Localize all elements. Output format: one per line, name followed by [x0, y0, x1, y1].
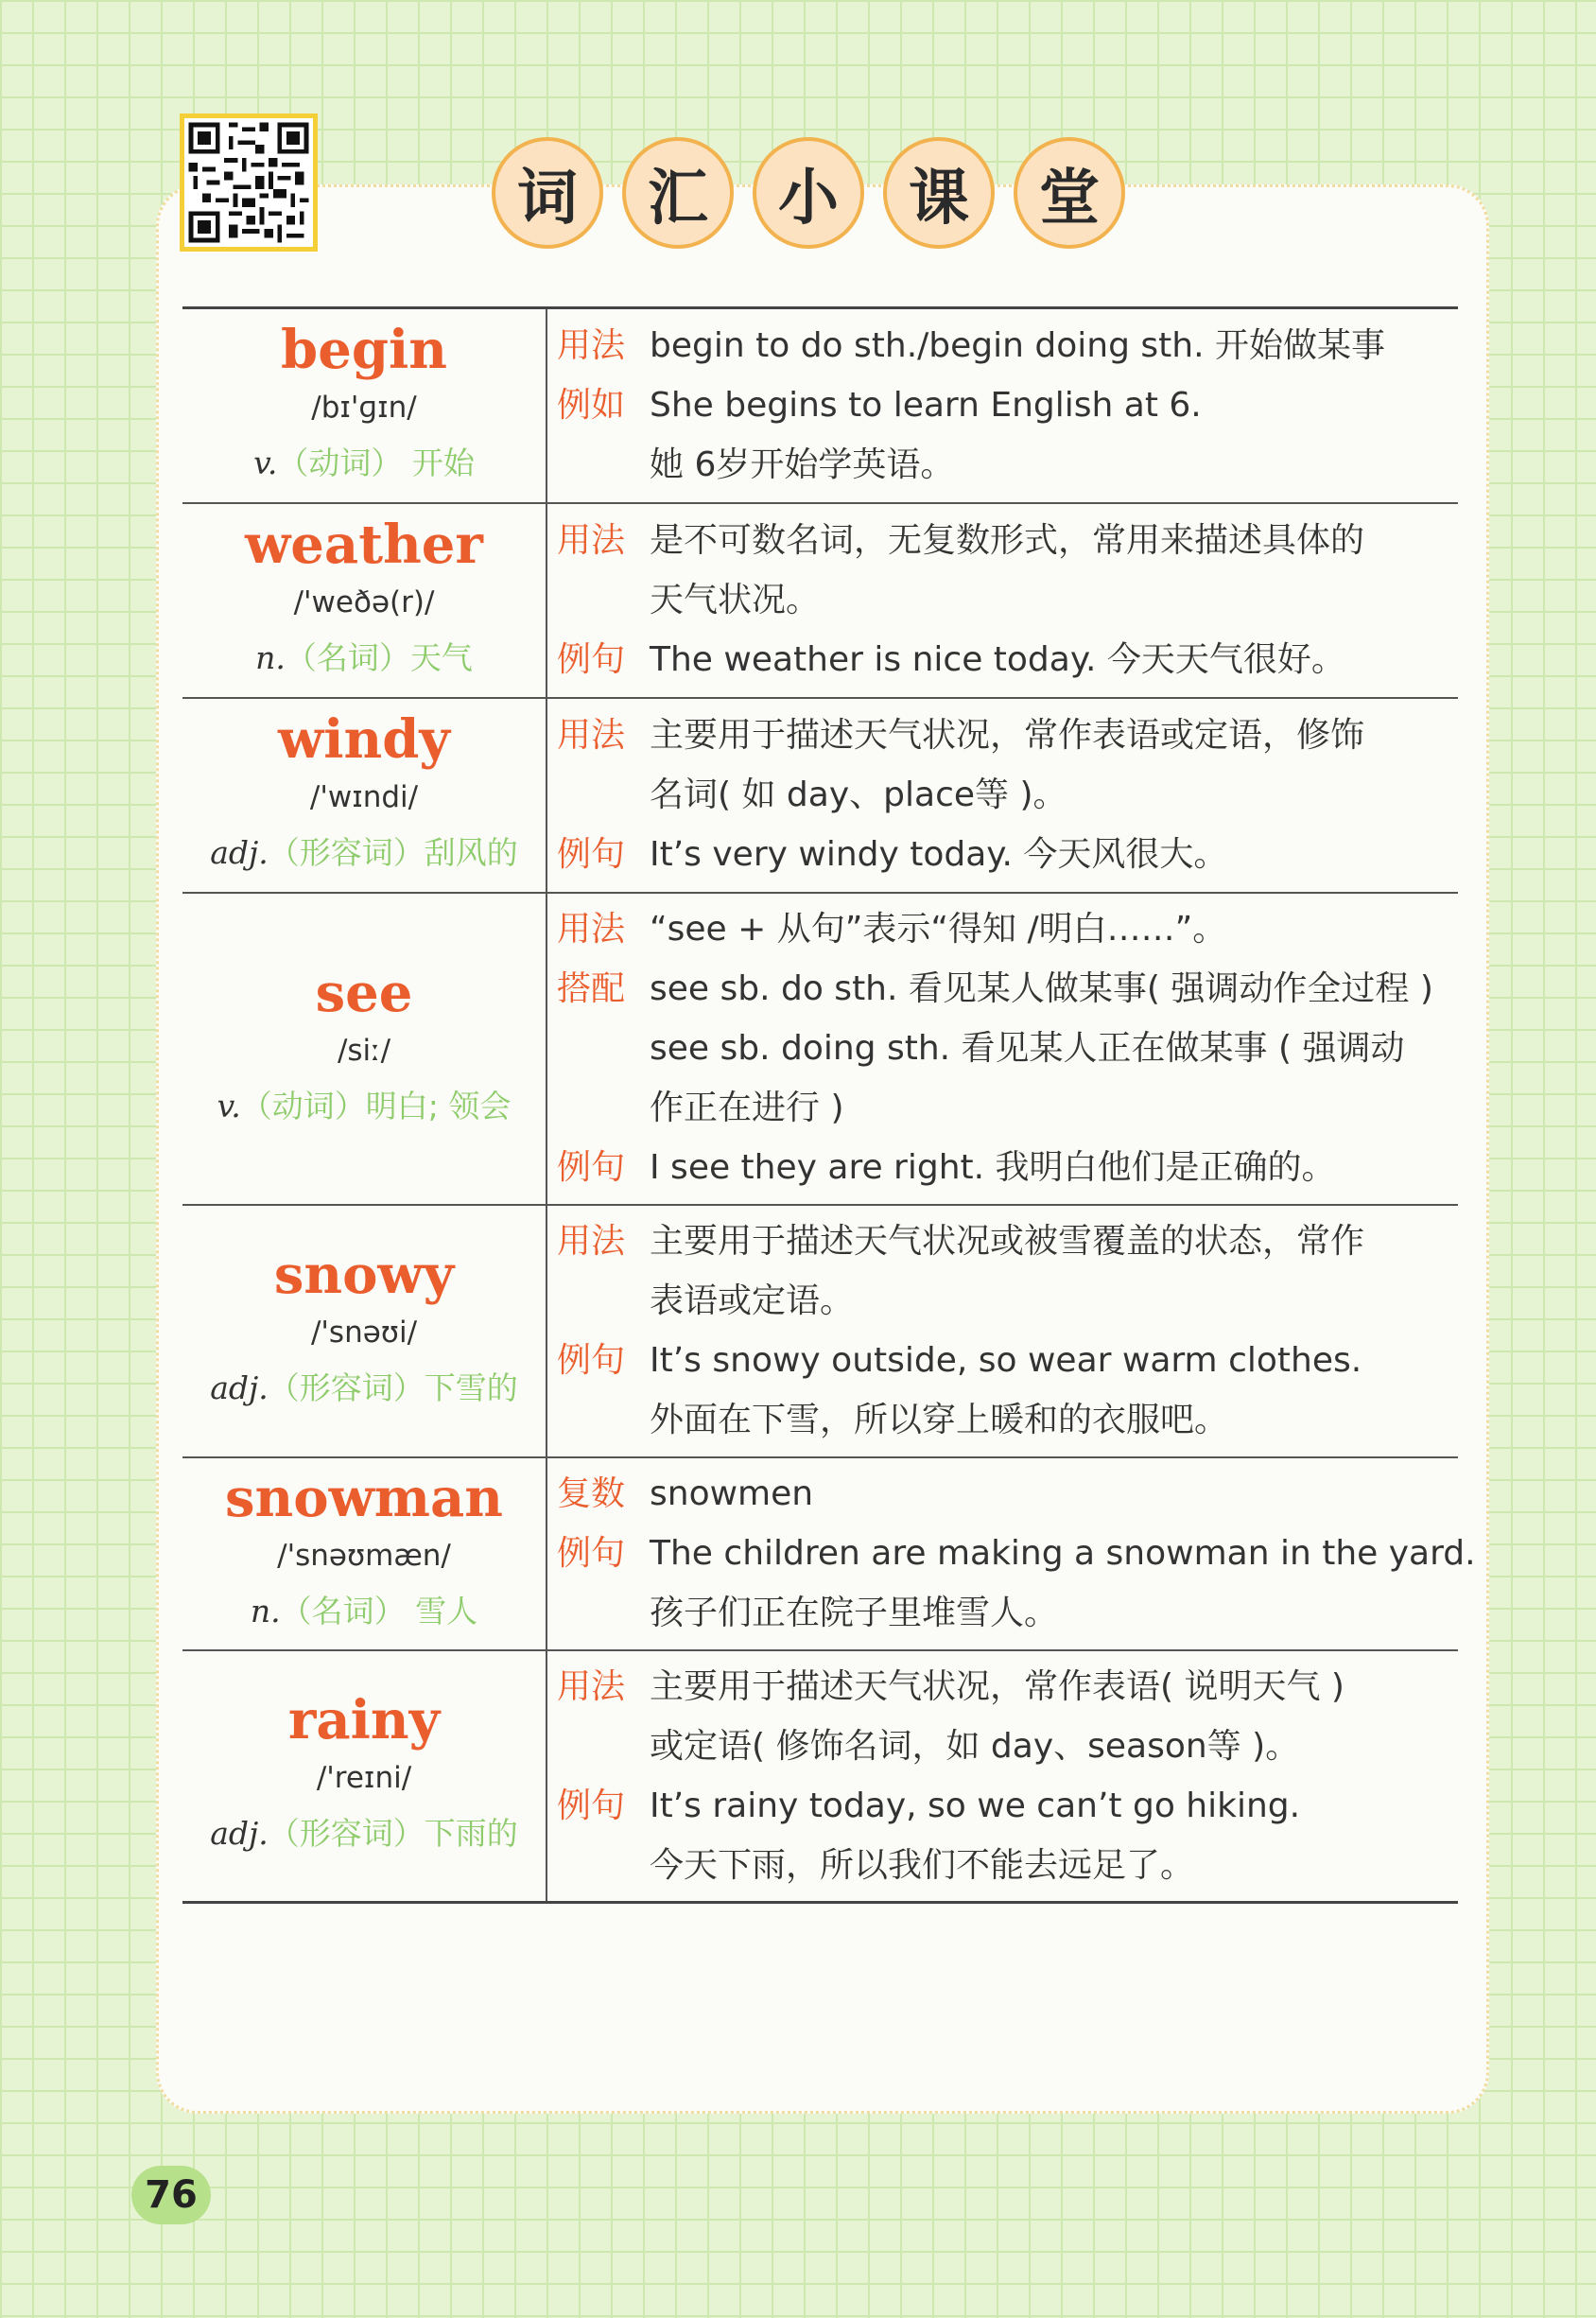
part-of-speech — [182, 1359, 546, 1418]
line-text: 作正在进行 ) — [650, 1089, 844, 1127]
line-label: 用法 — [557, 716, 626, 755]
table-row — [182, 893, 1458, 1205]
line-label: 例句 — [557, 1341, 626, 1380]
word-cell — [182, 698, 546, 893]
title-char: 堂 — [1014, 137, 1125, 249]
line-label: 复数 — [557, 1474, 626, 1513]
part-of-speech — [182, 434, 546, 493]
line-text: 主要用于描述天气状况，常作表语或定语，修饰 — [650, 716, 1365, 755]
table-row — [182, 1650, 1458, 1903]
phonetic: /siː/ — [337, 1033, 391, 1068]
phonetic: /'weðə(r)/ — [293, 584, 435, 619]
pos-meaning: （名词） 雪人 — [280, 1592, 478, 1630]
part-of-speech — [182, 1077, 546, 1136]
definition-cell — [546, 308, 1458, 503]
line-label: 例句 — [557, 835, 626, 874]
line-label: 用法 — [557, 326, 626, 366]
pos-abbr: adj. — [210, 1369, 269, 1406]
headword: begin — [281, 318, 447, 381]
table-row — [182, 698, 1458, 893]
line-text: The children are making a snowman in the yard. — [650, 1534, 1476, 1573]
line-label: 用法 — [557, 910, 626, 949]
pos-meaning: （名词）天气 — [285, 638, 473, 676]
phonetic: /'snəʊi/ — [310, 1316, 418, 1350]
word-cell — [182, 503, 546, 698]
line-text: 主要用于描述天气状况，常作表语( 说明天气 ) — [650, 1666, 1344, 1706]
line-label: 例句 — [557, 640, 626, 679]
headword: see — [315, 961, 413, 1024]
part-of-speech — [182, 629, 546, 688]
line-text: 外面在下雪，所以穿上暖和的衣服吧。 — [650, 1401, 1229, 1439]
line-text: “see + 从句”表示“得知 /明白……”。 — [650, 910, 1227, 949]
pos-meaning: （形容词）下雪的 — [268, 1369, 518, 1406]
line-text: see sb. doing sth. 看见某人正在做某事 ( 强调动 — [650, 1029, 1405, 1068]
part-of-speech — [182, 824, 546, 882]
pos-abbr: adj. — [210, 1814, 269, 1852]
title-char: 词 — [492, 137, 603, 249]
line-text: She begins to learn English at 6. — [650, 386, 1202, 426]
word-cell — [182, 308, 546, 503]
pos-meaning: （形容词）下雨的 — [268, 1814, 518, 1852]
pos-meaning: （形容词）刮风的 — [268, 833, 518, 871]
line-label: 用法 — [557, 521, 626, 560]
phonetic: /'wɪndi/ — [309, 779, 419, 814]
line-text: 天气状况。 — [650, 581, 821, 619]
line-text: I see they are right. 我明白他们是正确的。 — [650, 1148, 1336, 1187]
line-label: 例如 — [557, 386, 626, 426]
phonetic: /bɪ'ɡɪn/ — [311, 390, 417, 425]
line-text: It’s snowy outside, so wear warm clothes. — [650, 1341, 1362, 1380]
line-text: It’s very windy today. 今天风很大。 — [650, 835, 1228, 874]
line-text: 孩子们正在院子里堆雪人。 — [650, 1594, 1059, 1632]
line-label: 搭配 — [557, 969, 626, 1008]
line-label: 例句 — [557, 1786, 626, 1825]
line-text: 表语或定语。 — [650, 1281, 855, 1320]
page-number: 76 — [131, 2166, 211, 2224]
part-of-speech — [182, 1804, 546, 1863]
line-text: begin to do sth./begin doing sth. 开始做某事 — [650, 326, 1385, 366]
word-cell — [182, 1205, 546, 1457]
definition-cell — [546, 503, 1458, 698]
line-text: 是不可数名词，无复数形式，常用来描述具体的 — [650, 521, 1365, 560]
headword: snowman — [224, 1466, 504, 1529]
line-text: 或定语( 修饰名词，如 day、season等 )。 — [650, 1726, 1300, 1766]
pos-meaning: （动词） 开始 — [277, 444, 475, 481]
headword: snowy — [273, 1244, 455, 1306]
phonetic: /'reɪni/ — [316, 1760, 412, 1795]
line-label: 用法 — [557, 1222, 626, 1261]
title-char: 课 — [883, 137, 995, 249]
word-cell — [182, 1650, 546, 1903]
definition-cell — [546, 893, 1458, 1205]
line-label: 用法 — [557, 1666, 626, 1706]
line-text: 她 6岁开始学英语。 — [650, 445, 955, 485]
table-row — [182, 1457, 1458, 1650]
line-label: 例句 — [557, 1534, 626, 1573]
line-text: It’s rainy today, so we can’t go hiking. — [650, 1786, 1301, 1825]
line-text: snowmen — [650, 1474, 814, 1513]
word-cell — [182, 893, 546, 1205]
line-text: see sb. do sth. 看见某人做某事( 强调动作全过程 ) — [650, 969, 1433, 1008]
part-of-speech — [182, 1582, 546, 1641]
title-char: 小 — [753, 137, 864, 249]
line-text: 主要用于描述天气状况或被雪覆盖的状态，常作 — [650, 1222, 1365, 1261]
table-row — [182, 1205, 1458, 1457]
line-label: 例句 — [557, 1148, 626, 1187]
definition-cell — [546, 1457, 1476, 1650]
headword: rainy — [287, 1688, 441, 1752]
table-row — [182, 308, 1458, 503]
pos-meaning: （动词）明白; 领会 — [240, 1087, 512, 1124]
table-row — [182, 503, 1458, 698]
line-text: The weather is nice today. 今天天气很好。 — [650, 640, 1345, 679]
phonetic: /'snəʊmæn/ — [277, 1538, 451, 1573]
pos-abbr: adj. — [210, 833, 269, 871]
definition-cell — [546, 1205, 1458, 1457]
pos-abbr: v. — [253, 444, 278, 481]
headword: weather — [245, 513, 483, 576]
line-text: 今天下雨，所以我们不能去远足了。 — [650, 1845, 1195, 1885]
headword: windy — [278, 707, 450, 771]
pos-abbr: v. — [217, 1087, 241, 1124]
pos-abbr: n. — [250, 1592, 281, 1630]
definition-cell — [546, 698, 1458, 893]
word-cell — [182, 1457, 546, 1650]
qr-code-icon — [180, 113, 318, 252]
line-text: 名词( 如 day、place等 )。 — [650, 776, 1067, 814]
title-char: 汇 — [622, 137, 734, 249]
title-banner — [492, 137, 1125, 249]
pos-abbr: n. — [255, 638, 286, 676]
vocabulary-table — [182, 306, 1476, 1904]
definition-cell — [546, 1650, 1458, 1903]
